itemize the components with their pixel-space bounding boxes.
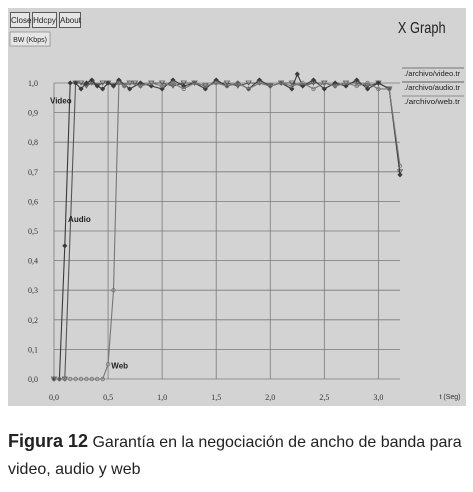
web-series-label: Web [111, 361, 129, 371]
audio-point [68, 80, 73, 85]
y-tick-label: 0,5 [28, 227, 38, 236]
y-tick-label: 0,3 [28, 286, 38, 296]
legend-entry: ./archivo/web.tr [404, 99, 461, 106]
x-axis-label: t (Seg) [439, 394, 461, 401]
x-tick-label: 1,0 [157, 393, 168, 402]
figure-label: Figura 12 [8, 431, 89, 451]
bandwidth-chart [8, 8, 466, 406]
video-series-label: Video [50, 96, 72, 106]
x-tick-label: 2,5 [319, 393, 330, 402]
y-tick-label: 0,8 [28, 138, 38, 148]
close-button[interactable]: Close [10, 12, 30, 28]
x-tick-label: 0,5 [103, 393, 114, 402]
about-button[interactable]: About [59, 12, 81, 28]
audio-series-label: Audio [68, 215, 91, 225]
audio-point [397, 172, 402, 177]
y-tick-label: 0,2 [28, 315, 38, 325]
y-tick-label: 0,6 [28, 197, 38, 207]
audio-point [62, 243, 67, 248]
x-tick-label: 1,5 [211, 393, 222, 402]
figure-caption [8, 428, 468, 483]
y-tick-label: 0,4 [28, 256, 38, 266]
y-tick-label: 0,9 [28, 108, 38, 118]
audio-point [295, 72, 300, 77]
y-tick-label: 0,7 [28, 167, 38, 177]
figure-caption-text: Garantía en la negociación de ancho de banda para video, audio y web [8, 434, 462, 478]
series-line-audio [54, 74, 400, 379]
y-tick-label: 0,1 [28, 345, 38, 355]
y-tick-label: 1,0 [28, 79, 38, 88]
window-title: X Graph [398, 20, 446, 37]
x-tick-label: 0,0 [49, 393, 59, 402]
x-tick-label: 2,0 [265, 393, 276, 402]
y-axis-label: BW (Kbps) [13, 37, 47, 44]
x-tick-label: 3,0 [373, 393, 384, 402]
legend-entry: ./archivo/video.tr [404, 71, 461, 78]
y-tick-label: 0,0 [28, 375, 38, 384]
legend-entry: ./archivo/audio.tr [404, 85, 461, 92]
hardcopy-button[interactable]: Hdcpy [32, 12, 57, 28]
xgraph-window [8, 8, 466, 406]
